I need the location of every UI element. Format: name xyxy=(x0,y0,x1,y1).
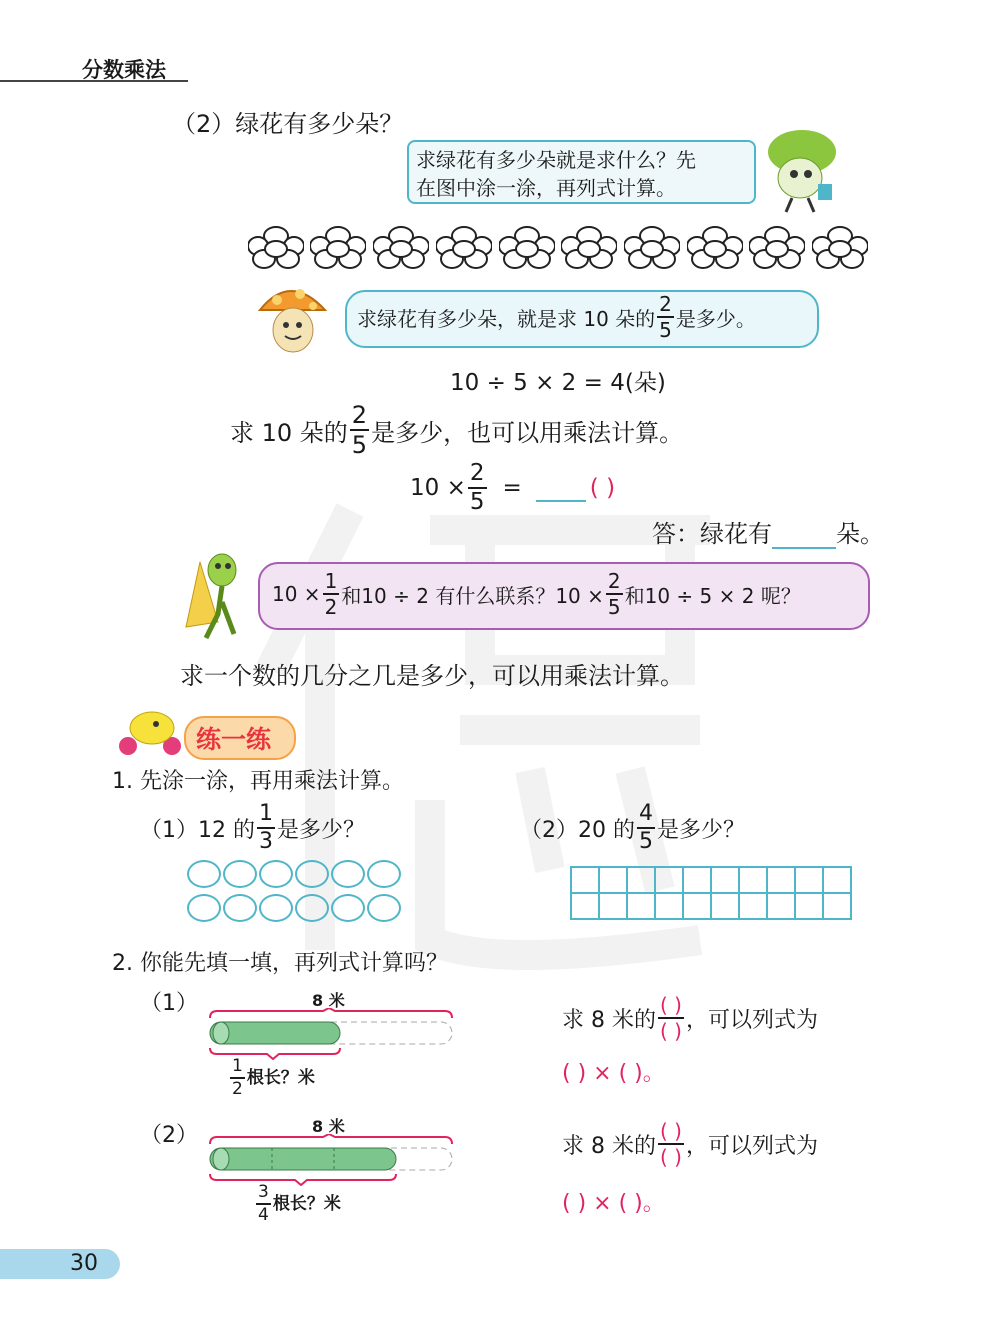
numerator: 4 xyxy=(639,801,653,826)
circle-cell[interactable] xyxy=(223,894,257,922)
flower-icon xyxy=(624,226,680,270)
calc-division: 10 ÷ 5 × 2 = 4(朵) xyxy=(450,370,666,396)
flower-icon xyxy=(687,226,743,270)
flower-icon xyxy=(561,226,617,270)
fraction xyxy=(350,403,369,457)
fraction xyxy=(637,803,655,853)
item-2-question xyxy=(562,1116,818,1172)
circle-cell[interactable] xyxy=(187,894,221,922)
numerator: 3 xyxy=(258,1182,269,1202)
item-1-expression[interactable]: ( ) × ( )。 xyxy=(562,1061,665,1086)
numerator: 2 xyxy=(351,401,368,429)
fraction-blank[interactable] xyxy=(658,1121,684,1167)
p1-post: 是多少？ xyxy=(277,817,366,843)
exercise-1-part-2 xyxy=(520,800,745,856)
numerator: 1 xyxy=(259,801,273,826)
hint-2-post: 是多少。 xyxy=(675,306,756,331)
hint-3-c: 和10 ÷ 5 × 2 呢？ xyxy=(624,583,801,608)
numerator: 2 xyxy=(469,460,485,486)
denominator: 5 xyxy=(639,829,653,854)
rod-diagram-2 xyxy=(205,1134,457,1186)
item-1-part-fraction xyxy=(228,1058,315,1098)
question-title: （2）绿花有多少朵？ xyxy=(172,110,404,138)
fraction xyxy=(257,803,275,853)
flower-icon xyxy=(436,226,492,270)
numerator: 1 xyxy=(232,1056,243,1076)
circle-cell[interactable] xyxy=(367,860,401,888)
circle-cell[interactable] xyxy=(259,860,293,888)
question-pre: 求 8 米的 xyxy=(562,1007,656,1033)
item-2-expression[interactable]: ( ) × ( )。 xyxy=(562,1191,665,1216)
calc-pre: 10 × xyxy=(410,475,466,501)
calc-multiplication xyxy=(410,460,615,516)
exercise-1-part-1 xyxy=(140,800,365,856)
fraction-blank[interactable] xyxy=(658,995,684,1041)
circle-cell[interactable] xyxy=(367,894,401,922)
conclusion: 求一个数的几分之几是多少，可以用乘法计算。 xyxy=(180,662,684,690)
denominator-blank[interactable]: ( ) xyxy=(659,1019,682,1043)
mushroom-character-icon xyxy=(255,280,330,362)
denominator: 5 xyxy=(351,431,368,459)
hint-line-1: 求绿花有多少朵就是求什么？先 xyxy=(416,148,696,172)
circle-cell[interactable] xyxy=(331,894,365,922)
p2-post: 是多少？ xyxy=(657,817,746,843)
circle-cell[interactable] xyxy=(331,860,365,888)
line-post: 是多少，也可以用乘法计算。 xyxy=(371,418,684,447)
numerator: 2 xyxy=(607,569,621,593)
unit-blank[interactable]: ( ) xyxy=(589,475,616,501)
question-pre: 求 8 米的 xyxy=(562,1133,656,1159)
fraction xyxy=(657,294,674,340)
numerator-blank[interactable]: ( ) xyxy=(659,1119,682,1143)
denominator: 5 xyxy=(469,489,485,515)
flower-icon xyxy=(749,226,805,270)
denominator: 2 xyxy=(232,1079,243,1099)
circle-cell[interactable] xyxy=(295,860,329,888)
hint-3-a: 10 × xyxy=(272,582,321,606)
cabbage-character-icon xyxy=(752,122,842,214)
fraction xyxy=(230,1058,245,1098)
denominator: 2 xyxy=(324,595,338,619)
fraction xyxy=(606,571,623,617)
item-2-part-fraction xyxy=(254,1184,341,1224)
item-2-label: （2） xyxy=(140,1123,198,1148)
numerator-blank[interactable]: ( ) xyxy=(659,993,682,1017)
numerator: 2 xyxy=(659,292,672,316)
p2-pre: （2）20 的 xyxy=(520,817,635,843)
circle-cell[interactable] xyxy=(295,894,329,922)
denominator: 4 xyxy=(258,1205,269,1225)
item-2-length: 8 米 xyxy=(312,1117,345,1136)
fraction xyxy=(468,462,487,514)
question-post: ，可以列式为 xyxy=(685,1007,818,1033)
denominator: 3 xyxy=(259,829,273,854)
grasshopper-character-icon xyxy=(178,542,248,642)
multiplication-line xyxy=(230,402,683,458)
hint-line-2: 在图中涂一涂，再列式计算。 xyxy=(416,176,676,200)
section-title: 分数乘法 xyxy=(82,58,166,82)
item-2-sub: 根长？米 xyxy=(272,1193,341,1214)
item-1-length: 8 米 xyxy=(312,991,345,1010)
circle-cell[interactable] xyxy=(259,894,293,922)
circle-cell[interactable] xyxy=(187,860,221,888)
circle-cell[interactable] xyxy=(223,860,257,888)
fraction xyxy=(256,1184,271,1224)
answer-post: 朵。 xyxy=(836,520,884,548)
question-post: ，可以列式为 xyxy=(685,1133,818,1159)
item-1-label: （1） xyxy=(140,991,198,1016)
rod-diagram-1 xyxy=(205,1008,457,1060)
hint-2 xyxy=(357,294,756,340)
item-1-sub: 根长？米 xyxy=(246,1067,315,1088)
exercise-1-title: 1. 先涂一涂，再用乘法计算。 xyxy=(112,769,404,794)
answer-pre: 答：绿花有 xyxy=(652,520,772,548)
numerator: 1 xyxy=(324,569,338,593)
flower-icon xyxy=(310,226,366,270)
denominator: 5 xyxy=(659,318,672,342)
fraction xyxy=(323,571,340,617)
page-number-tab xyxy=(0,1249,120,1279)
exercise-2-title: 2. 你能先填一填，再列式计算吗？ xyxy=(112,951,448,976)
equals-sign: = xyxy=(502,475,522,501)
denominator: 5 xyxy=(607,595,621,619)
line-pre: 求 10 朵的 xyxy=(230,418,348,447)
flower-icon xyxy=(373,226,429,270)
hint-2-pre: 求绿花有多少朵，就是求 10 朵的 xyxy=(357,306,656,331)
p1-pre: （1）12 的 xyxy=(140,817,255,843)
hint-3 xyxy=(272,566,801,622)
lemon-motorbike-icon xyxy=(110,706,190,756)
practice-banner-label: 练一练 xyxy=(196,725,272,754)
hint-3-b: 和10 ÷ 2 有什么联系？10 × xyxy=(341,583,604,608)
answer-line xyxy=(652,514,884,549)
flower-icon xyxy=(248,226,304,270)
page-number: 30 xyxy=(70,1251,98,1276)
answer-blank[interactable] xyxy=(536,474,586,502)
answer-count-blank[interactable] xyxy=(772,523,836,549)
item-1-question xyxy=(562,990,818,1046)
flower-icon xyxy=(812,226,868,270)
grid-20-cells[interactable] xyxy=(570,866,852,920)
denominator-blank[interactable]: ( ) xyxy=(659,1145,682,1169)
flower-icon xyxy=(499,226,555,270)
